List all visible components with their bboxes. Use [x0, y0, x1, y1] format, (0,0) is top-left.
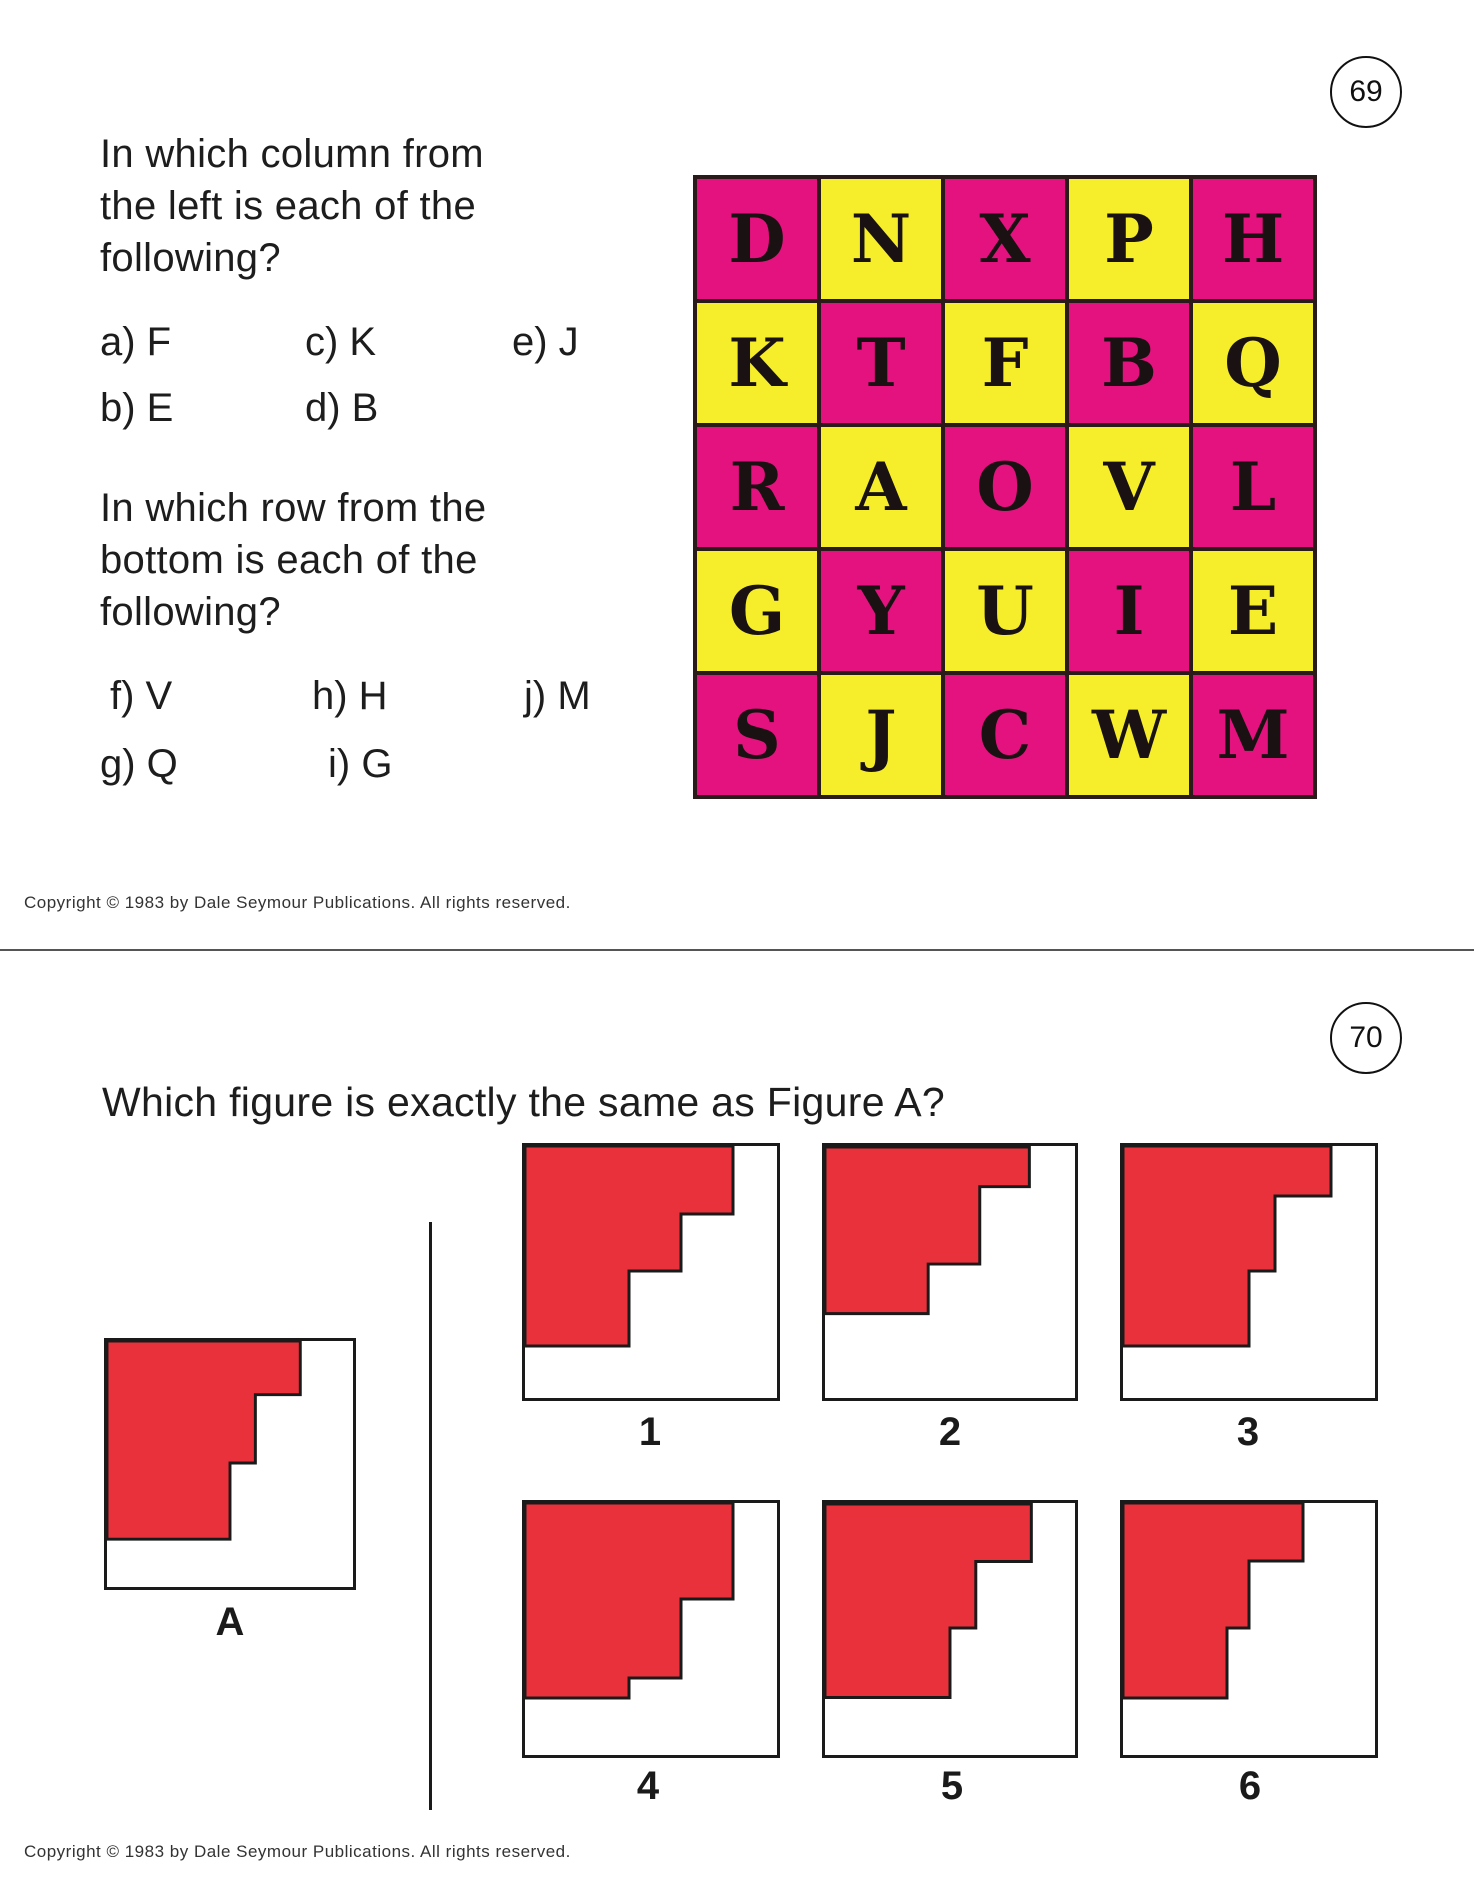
figure-1	[522, 1143, 780, 1401]
grid-cell: C	[945, 675, 1065, 795]
grid-cell: V	[1069, 427, 1189, 547]
grid-cell: U	[945, 551, 1065, 671]
figure-6	[1120, 1500, 1378, 1758]
figure-4	[522, 1500, 780, 1758]
question-line: following?	[100, 236, 281, 280]
option-a: a) F	[100, 320, 172, 364]
option-j: j) M	[524, 674, 591, 718]
figure-a-label: A	[215, 1600, 245, 1644]
grid-cell: I	[1069, 551, 1189, 671]
figure-1-label: 1	[638, 1410, 662, 1454]
question-line: bottom is each of the	[100, 538, 478, 582]
grid-cell: D	[697, 179, 817, 299]
figure-6-shape	[1123, 1503, 1375, 1755]
option-f: f) V	[110, 674, 173, 718]
grid-cell: L	[1193, 427, 1313, 547]
option-i: i) G	[328, 742, 393, 786]
figure-3-shape	[1123, 1146, 1375, 1398]
grid-cell: W	[1069, 675, 1189, 795]
option-h: h) H	[312, 674, 388, 718]
question: Which figure is exactly the same as Figure A?	[102, 1079, 945, 1125]
letter-grid	[693, 175, 1317, 799]
figure-5-label: 5	[940, 1764, 964, 1808]
question-line: following?	[100, 590, 281, 634]
grid-cell: X	[945, 179, 1065, 299]
grid-cell: F	[945, 303, 1065, 423]
grid-cell: Y	[821, 551, 941, 671]
question-line: the left is each of the	[100, 184, 477, 228]
grid-cell: G	[697, 551, 817, 671]
question-rows	[100, 482, 486, 638]
option-d: d) B	[305, 386, 379, 430]
question-line: In which row from the	[100, 486, 487, 530]
copyright: Copyright © 1983 by Dale Seymour Publications. All rights reserved.	[24, 893, 571, 912]
grid-cell: H	[1193, 179, 1313, 299]
figure-3-label: 3	[1236, 1410, 1260, 1454]
figure-1-shape	[525, 1146, 777, 1398]
grid-cell: O	[945, 427, 1065, 547]
figure-2-label: 2	[938, 1410, 962, 1454]
figure-4-label: 4	[636, 1764, 660, 1808]
grid-cell: M	[1193, 675, 1313, 795]
grid-cell: K	[697, 303, 817, 423]
grid-cell: A	[821, 427, 941, 547]
figure-2	[822, 1143, 1078, 1401]
card-number: 69	[1330, 56, 1402, 128]
figure-a	[104, 1338, 356, 1590]
option-c: c) K	[305, 320, 377, 364]
figure-3	[1120, 1143, 1378, 1401]
card-number: 70	[1330, 1002, 1402, 1074]
grid-cell: N	[821, 179, 941, 299]
question-line: In which column from	[100, 132, 484, 176]
question-columns	[100, 128, 484, 284]
grid-cell: T	[821, 303, 941, 423]
option-b: b) E	[100, 386, 174, 430]
grid-cell: R	[697, 427, 817, 547]
card-divider	[0, 949, 1474, 951]
option-g: g) Q	[100, 742, 178, 786]
figure-5-shape	[825, 1503, 1075, 1755]
figure-4-shape	[525, 1503, 777, 1755]
figure-a-shape	[107, 1341, 353, 1587]
grid-cell: J	[821, 675, 941, 795]
grid-cell: Q	[1193, 303, 1313, 423]
grid-cell: P	[1069, 179, 1189, 299]
grid-cell: E	[1193, 551, 1313, 671]
grid-cell: B	[1069, 303, 1189, 423]
separator-line	[429, 1222, 432, 1810]
figure-5	[822, 1500, 1078, 1758]
figure-6-label: 6	[1238, 1764, 1262, 1808]
figure-2-shape	[825, 1146, 1075, 1398]
copyright: Copyright © 1983 by Dale Seymour Publications. All rights reserved.	[24, 1842, 571, 1861]
option-e: e) J	[512, 320, 579, 364]
grid-cell: S	[697, 675, 817, 795]
